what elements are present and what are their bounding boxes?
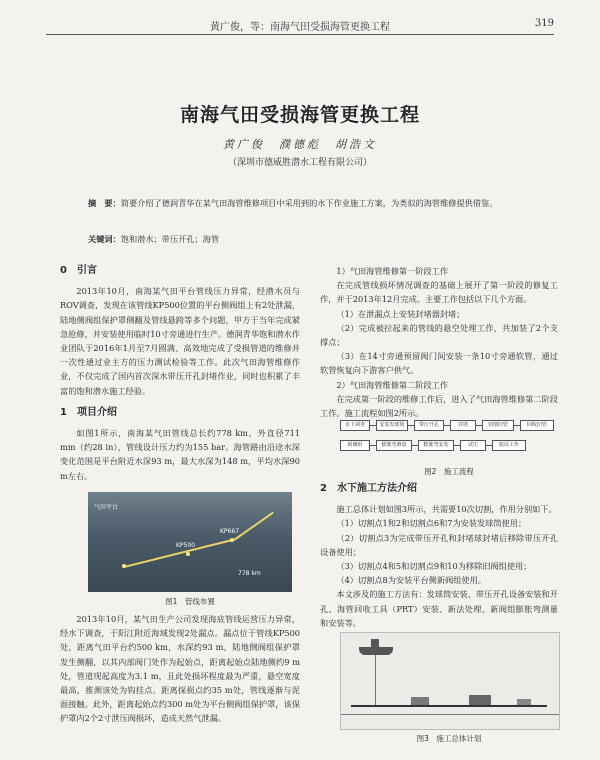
flow-step: 回收旧管 bbox=[520, 420, 554, 431]
figure-3-caption: 图3 施工总体计划 bbox=[416, 734, 482, 743]
intro-paragraph: 2013年10月，南海某气田平台管线压力异常，经潜水员与ROV调查，发现在该管线KP500位置的平台侧阀组上有2处泄漏，陆地侧阀组保护罩侧翻及管线悬跨等多个问题，甲方于当年完成紧急抢修，并安装使用临时10寸旁通进行生产。德润青华饱和潜水作业团队于2016年1月至7月圆满、高效地完成了受损管道的维修并一次性通过业主方的压力测试检验等工作。此次气田海管维修作业，不仅完成了国内首次深水带压开孔封堵作业，同时也积累了丰富的饱和潜水施工经验。 bbox=[60, 286, 300, 396]
abstract-text: 简要介绍了德润青华在某气田海管维修项目中采用到的水下作业施工方案，为类似的海管维修提供借鉴。 bbox=[120, 198, 498, 208]
flow-arrow bbox=[453, 445, 460, 446]
vessel-icon bbox=[371, 639, 379, 647]
right-column-top bbox=[320, 264, 558, 420]
stage2-paragraph: 在完成第一阶段的维修工作后，进入了气田海管维修第二阶段工作。施工流程如图2所示。 bbox=[320, 393, 558, 419]
flow-step: 膨胀弯测量 bbox=[376, 440, 412, 451]
flow-arrow bbox=[407, 425, 414, 426]
flow-arrow bbox=[513, 425, 520, 426]
figure-1-label: 778 km bbox=[238, 570, 261, 577]
seabed-line bbox=[341, 714, 559, 715]
flow-step: 收尾工作 bbox=[492, 440, 526, 451]
figure-1-pipeline-map bbox=[88, 492, 292, 592]
header-rule bbox=[46, 34, 554, 35]
method-paragraph-2: 本文涉及的施工方法有：发球筒安装、带压开孔设备安装和开孔、海管回收工具（PRT）安装、新法处理、新阀组膨胀弯测量和安装等。 bbox=[320, 589, 558, 628]
kp500-marker bbox=[186, 552, 190, 556]
flow-arrow bbox=[369, 445, 376, 446]
figure-1-label: 气田平台 bbox=[94, 504, 119, 511]
riser-line bbox=[375, 655, 376, 707]
stage1-item-3: （3）在14寸旁通预留阀门间安装一条10寸旁通软管，通过软管恢复向下游客户供气。 bbox=[320, 351, 558, 376]
subsea-pipeline bbox=[351, 705, 547, 707]
method-heading: 2 水下施工方法介绍 bbox=[320, 483, 417, 494]
method-paragraph: 施工总体计划如图3所示，共需要10次切割，作用分别如下。 bbox=[336, 504, 557, 515]
flow-step: 新阀组 bbox=[340, 440, 370, 451]
flow-step: 水下调查 bbox=[340, 420, 370, 431]
keywords-label: 关键词： bbox=[88, 234, 121, 244]
project-paragraph-1: 如图1所示，南海某气田管线总长约778 km，外直径711 mm（约28 in），管线设计压力约为155 bar。海管路由沿途水深变化范围是平台附近水深93 m，最大水深为148 m，平均水深90 m左右。 bbox=[60, 428, 300, 481]
figure-1-label: KP667 bbox=[220, 528, 240, 535]
figure-1-label: KP500 bbox=[176, 542, 196, 549]
intro-heading: 0 引言 bbox=[60, 265, 97, 276]
flow-arrow bbox=[443, 425, 450, 426]
flow-arrow bbox=[369, 425, 376, 426]
platform-marker bbox=[122, 564, 126, 568]
figure-2-caption: 图2 施工流程 bbox=[424, 467, 474, 476]
flow-step: 带压开孔 bbox=[414, 420, 444, 431]
article-authors: 黄广俊 濮德彪 胡浩文 bbox=[223, 138, 377, 151]
pipeline-route bbox=[233, 512, 273, 541]
method-item-3: （3）切割点4和5和切割点9和10为移除旧阀组使用； bbox=[336, 561, 532, 572]
article-affiliation: （深圳市德威胜潜水工程有限公司） bbox=[227, 158, 372, 168]
project-heading: 1 项目介绍 bbox=[60, 406, 117, 418]
abstract-label: 摘 要： bbox=[88, 198, 121, 208]
flow-step: 封堵 bbox=[450, 420, 476, 431]
running-title: 黄广俊，等：南海气田受损海管更换工程 bbox=[210, 22, 390, 33]
right-column-middle bbox=[320, 482, 558, 630]
stage1-item-2: （2）完成被拉起来的管线的悬空处理工作，共加装了2个支撑点； bbox=[320, 322, 558, 348]
flow-arrow bbox=[485, 445, 492, 446]
method-item-4: （4）切割点8为安装平台侧新阀组使用。 bbox=[336, 575, 486, 586]
flow-step: 安装发球筒 bbox=[376, 420, 408, 431]
keywords-text: 饱和潜水；带压开孔；海管 bbox=[120, 234, 220, 244]
project-paragraph-2: 2013年10月，某气田生产公司发现海底管线运营压力异常，经水下调查，于阳江附近海域发现2处漏点。漏点位于管线KP500处，距离气田平台约500 km，水深约93 m，陆地侧阀组保护罩发生侧翻，以其内部阀门处作为起始点，距离起始点陆地侧约9 m处，管道现起高度为3.1 m，且此处损坏程度最为严重，悬空宽度最高，推测该处为钩挂点。距离探损点约35 m处，管线逐渐与泥面接触。此外，距离起始点约300 m处为平台侧阀组保护罩，该保护罩内2个2寸泄压阀损坏，造成天然气泄漏。 bbox=[60, 614, 300, 724]
method-item-1: （1）切割点1和2和切割点6和7为安装发球筒使用； bbox=[336, 518, 527, 529]
article-title: 南海气田受损海管更换工程 bbox=[179, 104, 420, 126]
figure-2-flowchart bbox=[340, 416, 558, 466]
keywords bbox=[88, 234, 528, 245]
valve-assembly-icon bbox=[469, 695, 491, 705]
flow-step: 切割旧管 bbox=[482, 420, 514, 431]
stage1-paragraph: 在完成管线损坏情况调查的基础上展开了第一阶段的修复工作，并于2013年12月完成。主要工作包括以下几个方面。 bbox=[320, 280, 558, 305]
stage1-heading: 1）气田海管维修第一阶段工作 bbox=[336, 266, 449, 276]
figure-1-caption: 图1 管线布置 bbox=[165, 597, 215, 606]
figure-3-overall-plan bbox=[340, 632, 560, 730]
left-column-bottom bbox=[60, 612, 300, 726]
method-item-2: （2）切割点3为完成带压开孔和封堵球封堵后移除带压开孔设备使用； bbox=[320, 532, 558, 557]
flow-arrow bbox=[411, 445, 418, 446]
stage1-item-1: （1）在泄漏点上安装封堵器封堵； bbox=[336, 308, 465, 319]
launcher-icon bbox=[517, 699, 531, 705]
page-number: 319 bbox=[534, 18, 554, 29]
flow-step: 试压 bbox=[460, 440, 486, 451]
abstract bbox=[88, 196, 528, 211]
left-column-top bbox=[60, 264, 300, 483]
kp667-marker bbox=[230, 538, 234, 542]
flow-arrow bbox=[475, 425, 482, 426]
vessel-icon bbox=[359, 647, 393, 655]
flow-step: 膨胀弯安装 bbox=[418, 440, 454, 451]
stage2-heading: 2）气田海管维修第二阶段工作 bbox=[336, 379, 449, 390]
valve-assembly-icon bbox=[411, 697, 429, 705]
running-header bbox=[0, 18, 600, 40]
